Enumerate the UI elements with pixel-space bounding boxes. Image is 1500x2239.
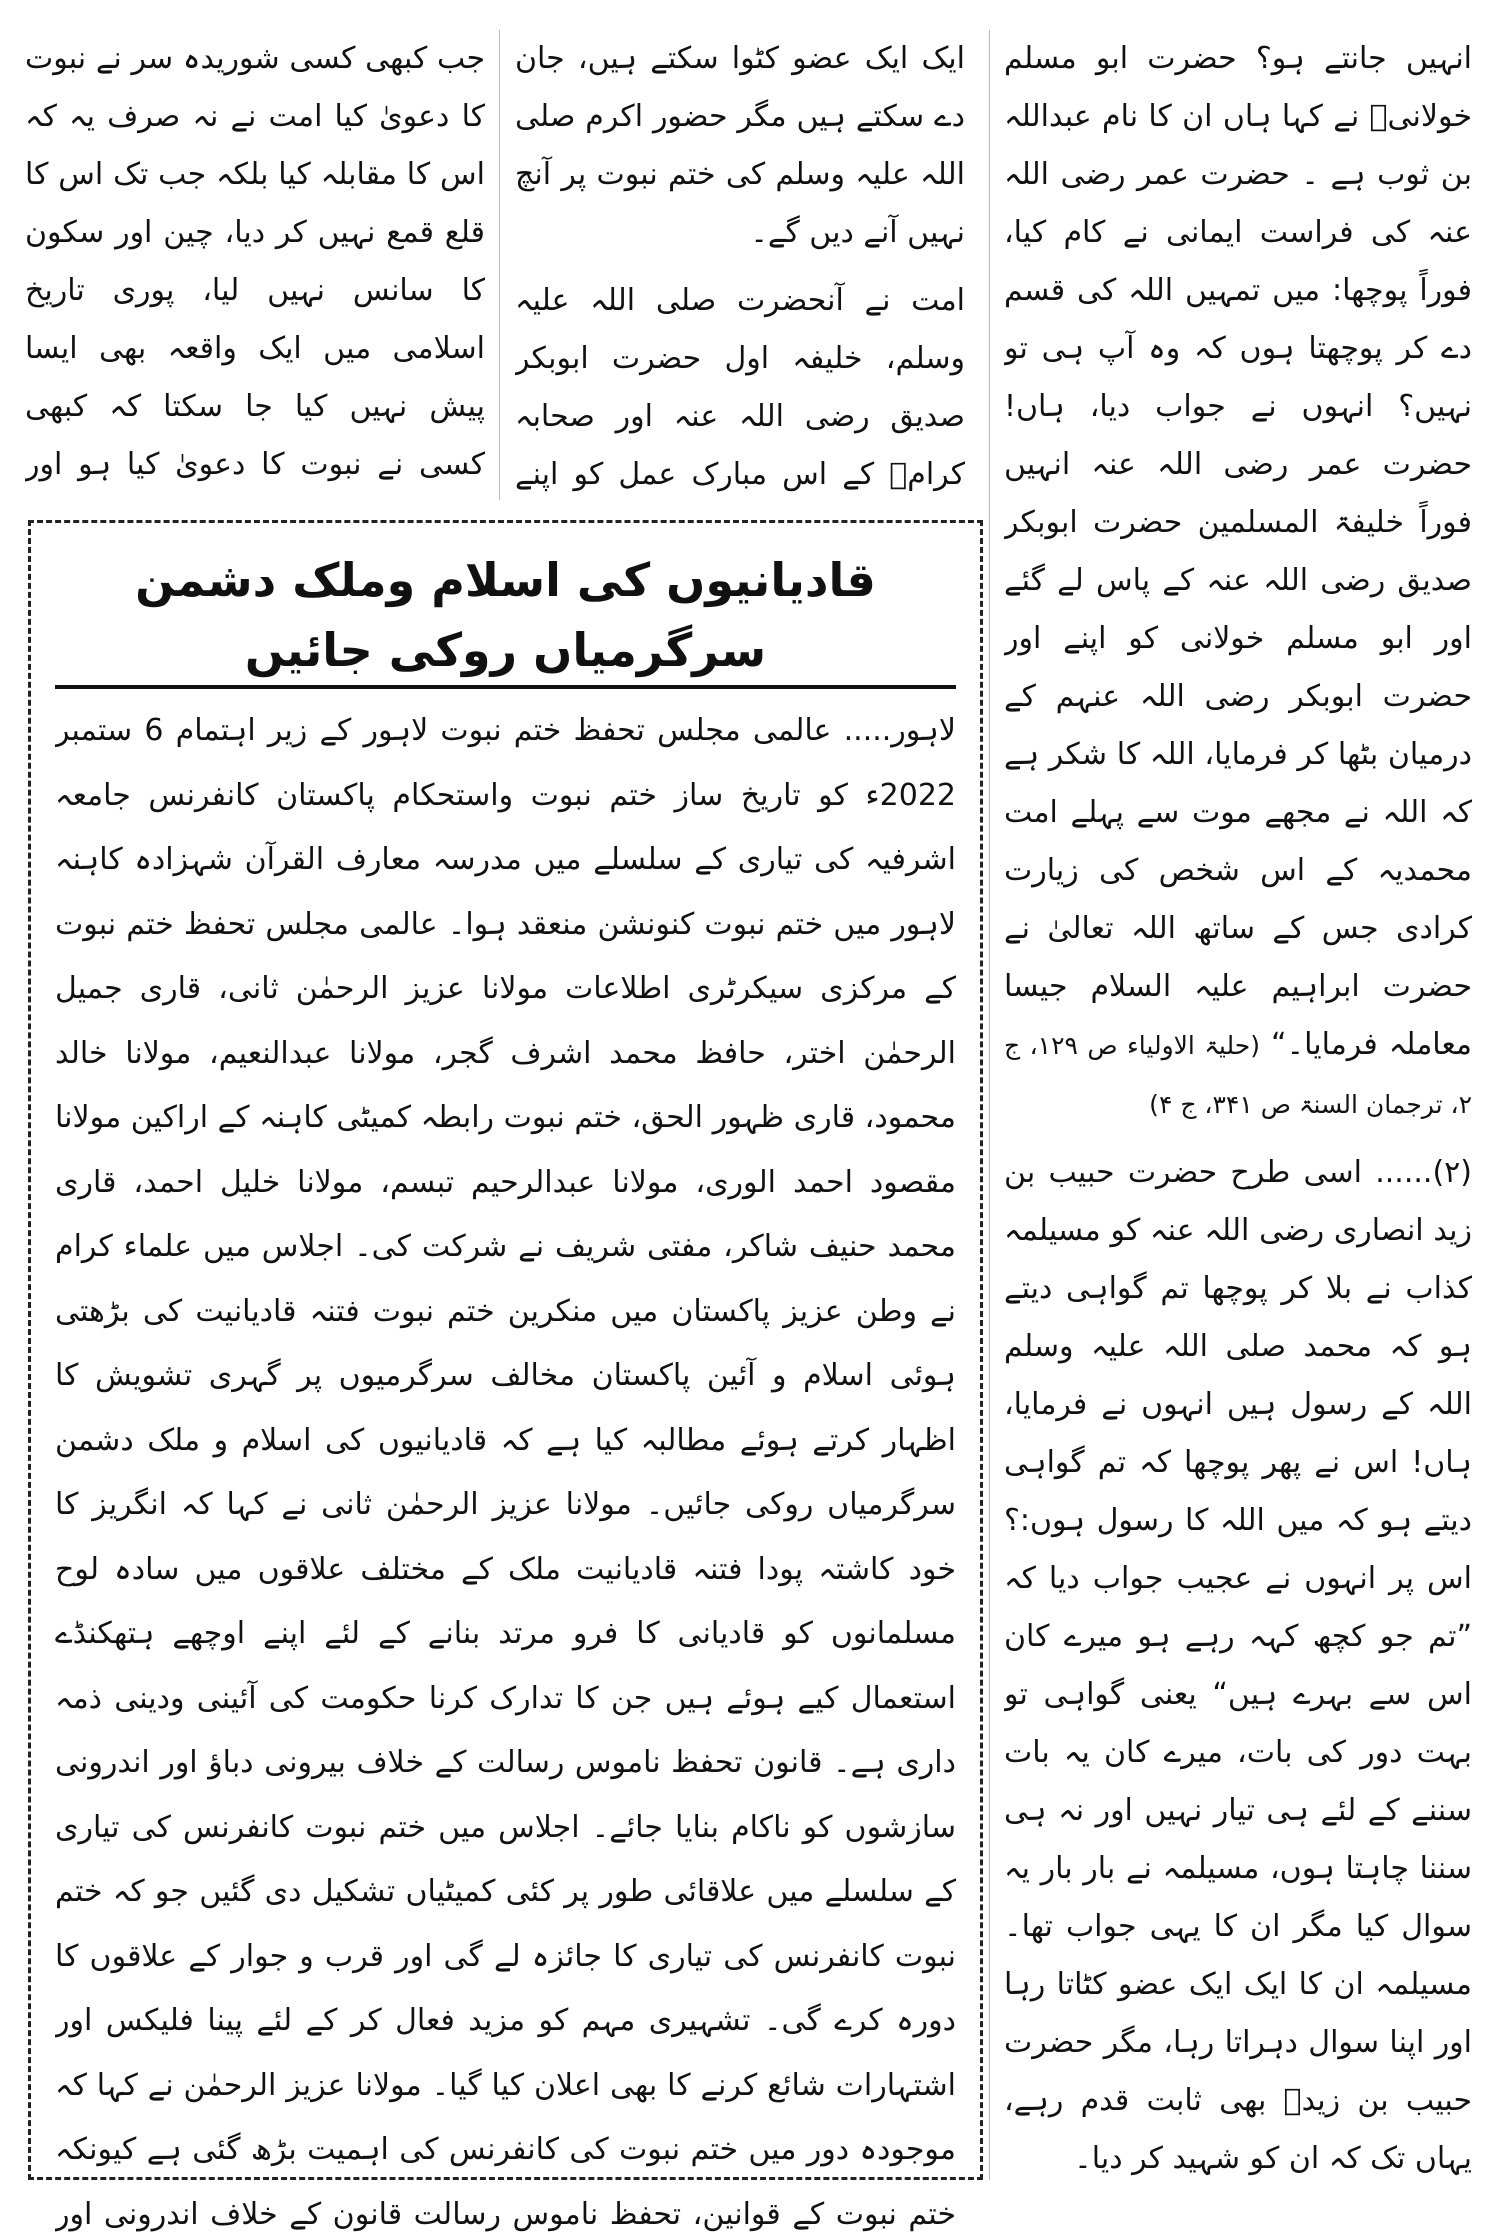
news-headline — [55, 545, 956, 689]
article-paragraph: امت نے آنحضرت صلی اللہ علیہ وسلم، خلیفہ اول حضرت ابوبکر صدیق رضی اللہ عنہ اور صحابہ کرامؓ کے اس مبارک عمل کو اپنے — [515, 283, 965, 492]
article-paragraph: (۲)...... اسی طرح حضرت حبیب بن زید انصاری رضی اللہ عنہ کو مسیلمہ کذاب نے بلا کر پوچھا تم گواہی دیتے ہو کہ محمد صلی اللہ علیہ وسلم اللہ کے رسول ہیں انہوں نے فرمایا، ہاں! اس نے پھر پوچھا کہ تم گواہی دیتے ہو کہ میں اللہ کا رسول ہوں:؟ اس پر انہوں نے عجیب جواب دیا کہ ”تم جو کچھ کہہ رہے ہو میرے کان اس سے بہرے ہیں“ یعنی گواہی تو بہت دور کی بات، میرے کان یہ بات سننے کے لئے ہی تیار نہیں اور نہ ہی سننا چاہتا ہوں، مسیلمہ نے بار بار یہ سوال کیا مگر ان کا یہی جواب تھا۔ مسیلمہ ان کا ایک ایک عضو کٹاتا رہا اور اپنا سوال دہراتا رہا، مگر حضرت حبیب بن زیدؓ بھی ثابت قدم رہے، یہاں تک کہ ان کو شہید کر دیا۔ — [1004, 1155, 1472, 2176]
article-column-left — [25, 30, 485, 500]
article-paragraph: ایک ایک عضو کٹوا سکتے ہیں، جان دے سکتے ہیں مگر حضور اکرم صلی اللہ علیہ وسلم کی ختم نبوت پر آنچ نہیں آنے دیں گے۔ — [515, 41, 965, 250]
citation: (حلیۃ الاولیاء ص ۱۲۹، ج ۲، ترجمان السنۃ ص ۳۴۱، ج ۴) — [1004, 1031, 1472, 1119]
column-divider — [989, 30, 990, 2180]
news-paragraph: لاہور..... عالمی مجلس تحفظ ختم نبوت لاہور کے زیر اہتمام 6 ستمبر 2022ء کو تاریخ ساز ختم نبوت واستحکام پاکستان کانفرنس جامعہ اشرفیہ کی تیاری کے سلسلے میں مدرسہ معارف القرآن شہزادہ کاہنہ لاہور میں ختم نبوت کنونشن منعقد ہوا۔ عالمی مجلس تحفظ ختم نبوت کے مرکزی سیکرٹری اطلاعات مولانا عزیز الرحمٰن ثانی، قاری جمیل الرحمٰن اختر، حافظ محمد اشرف گجر، مولانا عبدالنعیم، مولانا خالد محمود، قاری ظہور الحق، ختم نبوت رابطہ کمیٹی کاہنہ کے اراکین مولانا مقصود احمد الوری، مولانا عبدالرحیم تبسم، مولانا خلیل احمد، قاری محمد حنیف شاکر، مفتی شریف نے شرکت کی۔ اجلاس میں علماء کرام نے وطن عزیز پاکستان میں منکرین ختم نبوت فتنہ قادیانیت کی بڑھتی ہوئی اسلام و آئین پاکستان مخالف سرگرمیوں پر گہری تشویش کا اظہار کرتے ہوئے مطالبہ کیا ہے کہ قادیانیوں کی اسلام و ملک دشمن سرگرمیاں روکی جائیں۔ مولانا عزیز الرحمٰن ثانی نے کہا کہ انگریز کا خود کاشتہ پودا فتنہ قادیانیت ملک کے مختلف علاقوں میں سادہ لوح مسلمانوں کو قادیانی کا فرو مرتد بنانے کے لئے اپنے اوچھے ہتھکنڈے استعمال کیے ہوئے ہیں جن کا تدارک کرنا حکومت کی آئینی ودینی ذمہ داری ہے۔ قانون تحفظ ناموس رسالت کے خلاف بیرونی دباؤ اور اندرونی سازشوں کو ناکام بنایا جائے۔ اجلاس میں ختم نبوت کانفرنس کی تیاری کے سلسلے میں علاقائی طور پر کئی کمیٹیاں تشکیل دی گئیں جو کہ ختم نبوت کانفرنس کی تیاری کا جائزہ لے گی اور قرب و جوار کے علاقوں کا دورہ کرے گی۔ تشہیری مہم کو مزید فعال کر کے لئے پینا فلیکس اور اشتہارات شائع کرنے کا بھی اعلان کیا گیا۔ مولانا عزیز الرحمٰن نے کہا کہ موجودہ دور میں ختم نبوت کی کانفرنس کی اہمیت بڑھ گئی ہے کیونکہ ختم نبوت کے قوانین، تحفظ ناموس رسالت قانون کے خلاف اندرونی اور — [55, 713, 956, 2232]
news-body — [55, 699, 956, 2239]
paragraph-text: جب کبھی کسی شوریدہ سر نے نبوت کا دعویٰ کیا امت نے نہ صرف یہ کہ اس کا مقابلہ کیا بلکہ جب تک اس کا قلع قمع نہیں کر دیا، چین اور سکون کا سانس نہیں لیا، پوری تاریخ اسلامی میں ایک واقعہ بھی ایسا پیش نہیں کیا جا سکتا کہ کبھی کسی نے نبوت کا دعویٰ کیا ہو اور — [25, 41, 485, 482]
news-box — [28, 520, 983, 2232]
paragraph-text: انہیں جانتے ہو؟ حضرت ابو مسلم خولانیؒ نے کہا ہاں ان کا نام عبداللہ بن ثوب ہے ۔ حضرت عمر رضی اللہ عنہ کی فراست ایمانی نے کام کیا، فوراً پوچھا: میں تمہیں اللہ کی قسم دے کر پوچھتا ہوں کہ وہ آپ ہی تو نہیں؟ انہوں نے جواب دیا، ہاں! حضرت عمر رضی اللہ عنہ انہیں فوراً خلیفۃ المسلمین حضرت ابوبکر صدیق رضی اللہ عنہ کے پاس لے گئے اور ابو مسلم خولانی کو اپنے اور حضرت ابوبکر رضی اللہ عنہم کے درمیان بٹھا کر فرمایا، اللہ کا شکر ہے کہ اللہ نے مجھے موت سے پہلے امت محمدیہ کے اس شخص کی زیارت کرادی جس کے ساتھ اللہ تعالیٰ نے حضرت ابراہیم علیہ السلام جیسا معاملہ فرمایا۔“ — [1004, 41, 1472, 1062]
article-column-right — [1004, 30, 1472, 2180]
column-divider — [499, 30, 500, 500]
article-paragraph — [25, 30, 485, 500]
article-paragraph — [1004, 30, 1472, 1134]
article-column-middle — [515, 30, 965, 500]
headline-text: قادیانیوں کی اسلام وملک دشمن سرگرمیاں روکی جائیں — [55, 545, 956, 689]
